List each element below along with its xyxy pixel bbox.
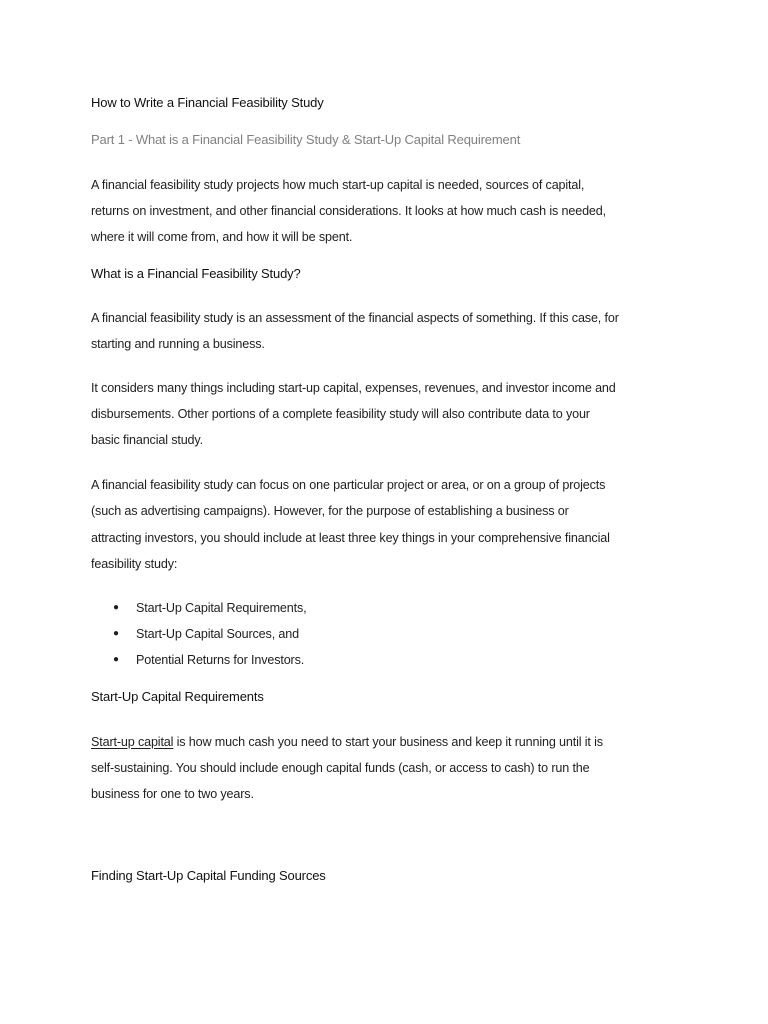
bullet-icon: ● — [113, 654, 120, 665]
bullet-icon: ● — [113, 602, 120, 613]
para3-line-3: attracting investors, you should include at least three key things in your comprehensive financial — [91, 531, 610, 545]
section-heading-what-is: What is a Financial Feasibility Study? — [91, 266, 301, 281]
para4-line-1 — [91, 734, 603, 750]
list-item-text: Start-Up Capital Requirements, — [136, 601, 307, 615]
para2-line-3: basic financial study. — [91, 433, 203, 447]
para1-line-2: starting and running a business. — [91, 337, 265, 351]
section-heading-funding-sources: Finding Start-Up Capital Funding Sources — [91, 868, 326, 883]
para4-line-2: self-sustaining. You should include enough capital funds (cash, or access to cash) to run the — [91, 761, 590, 775]
intro-line-3: where it will come from, and how it will be spent. — [91, 230, 353, 244]
para3-line-1: A financial feasibility study can focus on one particular project or area, or on a group of projects — [91, 478, 606, 492]
section-heading-capital-requirements: Start-Up Capital Requirements — [91, 689, 264, 704]
list-item-text: Start-Up Capital Sources, and — [136, 627, 299, 641]
bullet-icon: ● — [113, 628, 120, 639]
document-title: How to Write a Financial Feasibility Study — [91, 95, 324, 110]
document-subtitle: Part 1 - What is a Financial Feasibility Study & Start-Up Capital Requirement — [91, 132, 521, 147]
para3-line-2: (such as advertising campaigns). However, for the purpose of establishing a business or — [91, 504, 569, 518]
intro-line-1: A financial feasibility study projects how much start-up capital is needed, sources of capital, — [91, 178, 585, 192]
start-up-capital-link[interactable]: Start-up capital — [91, 735, 174, 749]
intro-line-2: returns on investment, and other financial considerations. It looks at how much cash is needed, — [91, 204, 606, 218]
para4-line-1-rest: is how much cash you need to start your business and keep it running until it is — [173, 735, 603, 749]
para1-line-1: A financial feasibility study is an assessment of the financial aspects of something. If this case, for — [91, 311, 619, 325]
list-item-text: Potential Returns for Investors. — [136, 653, 305, 667]
para4-line-3: business for one to two years. — [91, 787, 254, 801]
para2-line-2: disbursements. Other portions of a complete feasibility study will also contribute data to your — [91, 407, 590, 421]
para3-line-4: feasibility study: — [91, 557, 178, 571]
para2-line-1: It considers many things including start-up capital, expenses, revenues, and investor income and — [91, 381, 616, 395]
